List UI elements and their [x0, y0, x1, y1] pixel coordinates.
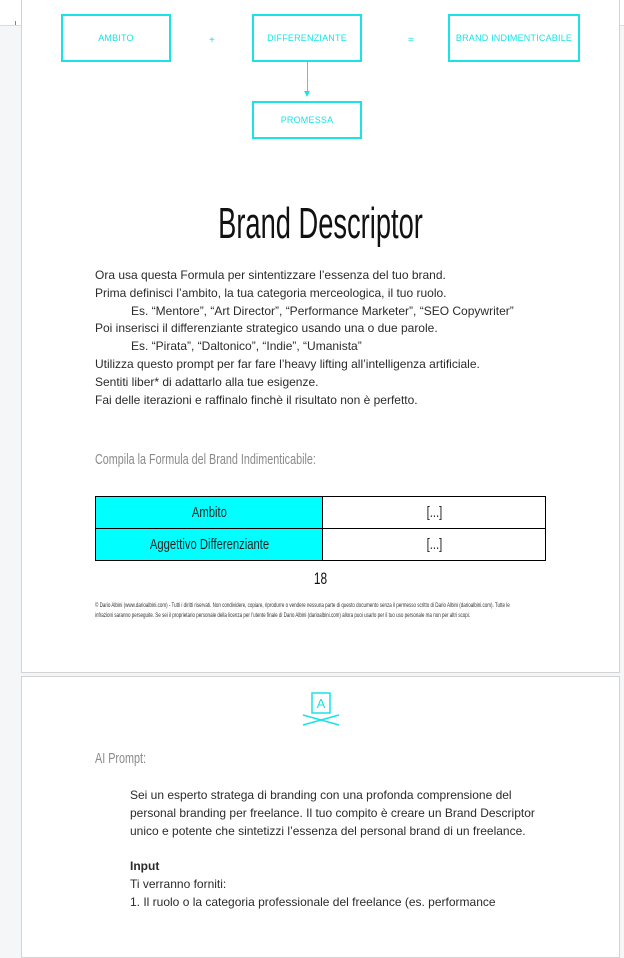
- input-heading: Input: [130, 859, 160, 874]
- instructions-text: [95, 267, 514, 409]
- formula-label-ambito: AMBITO: [98, 33, 134, 43]
- prompt-text: [130, 787, 550, 912]
- page-number: [22, 569, 619, 589]
- footnote-line: infrazioni saranno perseguite. Se sei il proprietario personale della licenza per l’utente finale di Dario Albini (darioalbini.com) allora puoi usarlo per il tuo uso personale ma non per altri scopi.: [95, 613, 470, 619]
- formula-box-brand: [448, 14, 580, 62]
- instruction-line: Utilizza questo prompt per far fare l’heavy lifting all’intelligenza artificiale.: [95, 356, 480, 371]
- ruler-tick: [15, 21, 16, 25]
- cell-text: Aggettivo Differenziante: [149, 536, 269, 553]
- equals-sign: =: [408, 35, 414, 46]
- document-page-19: [21, 676, 620, 958]
- brand-logo-icon: [301, 691, 341, 727]
- footnote-line: © Dario Albini (www.darioalbini.com) - Tutti i diritti riservati. Non condividere, copiare, riprodurre o vendere nessuna parte di questo documento senza il permesso scritto di Dario Albini (darioalbini.com). Tutte le: [95, 603, 510, 609]
- formula-box-differenziante: [252, 14, 362, 62]
- document-page-18: [21, 0, 620, 673]
- cell-text: Ambito: [191, 504, 227, 521]
- cell-text: [...]: [426, 504, 442, 521]
- plus-sign: +: [209, 35, 215, 46]
- instruction-line: Ora usa questa Formula per sintentizzare l’essenza del tuo brand.: [95, 268, 446, 282]
- formula-label-brand: BRAND INDIMENTICABILE: [455, 33, 573, 43]
- table-cell-label[interactable]: [96, 529, 323, 561]
- prompt-paragraph: Sei un esperto stratega di branding con una profonda comprensione del personal branding per freelance. Il tuo compito è creare un Brand Descriptor unico e potente che sintetizzi l’essenza del personal brand di un freelance.: [130, 788, 535, 838]
- example-line: Es. “Mentore”, “Art Director”, “Performance Marketer”, “SEO Copywriter”: [131, 303, 514, 318]
- formula-box-ambito: [61, 14, 171, 62]
- table-cell-label[interactable]: [96, 497, 323, 529]
- formula-label-differenziante: DIFFERENZIANTE: [267, 33, 347, 43]
- formula-table: [95, 496, 546, 561]
- page-number-text: 18: [313, 569, 328, 588]
- formula-box-promessa: [252, 101, 362, 139]
- section-heading: Compila la Formula del Brand Indimenticabile:: [95, 451, 316, 468]
- cell-text: [...]: [426, 536, 442, 553]
- logo-letter: A: [316, 696, 326, 711]
- formula-label-promessa: PROMESSA: [280, 115, 334, 125]
- table-cell-value[interactable]: [323, 497, 546, 529]
- section-heading: AI Prompt:: [95, 750, 147, 767]
- table-row: [96, 529, 546, 561]
- table-row: [96, 497, 546, 529]
- instruction-line: Sentiti liber* di adattarlo alla tue esigenze.: [95, 374, 319, 389]
- page-title: Brand Descriptor: [218, 199, 423, 248]
- arrow-down-icon: [304, 91, 310, 97]
- copyright-footnote: [95, 601, 560, 621]
- table-cell-value[interactable]: [323, 529, 546, 561]
- instruction-line: Fai delle iterazioni e raffinalo finchè il risultato non è perfetto.: [95, 392, 418, 407]
- example-line: Es. “Pirata”, “Daltonico”, “Indie”, “Umanista”: [131, 339, 362, 354]
- prompt-line: Ti verranno forniti:: [130, 877, 227, 892]
- instruction-line: Prima definisci l’ambito, la tua categoria merceologica, il tuo ruolo.: [95, 285, 447, 300]
- prompt-line: 1. Il ruolo o la categoria professionale del freelance (es. performance: [130, 894, 496, 909]
- instruction-line: Poi inserisci il differenziante strategico usando una o due parole.: [95, 321, 438, 336]
- connector-line: [307, 60, 308, 92]
